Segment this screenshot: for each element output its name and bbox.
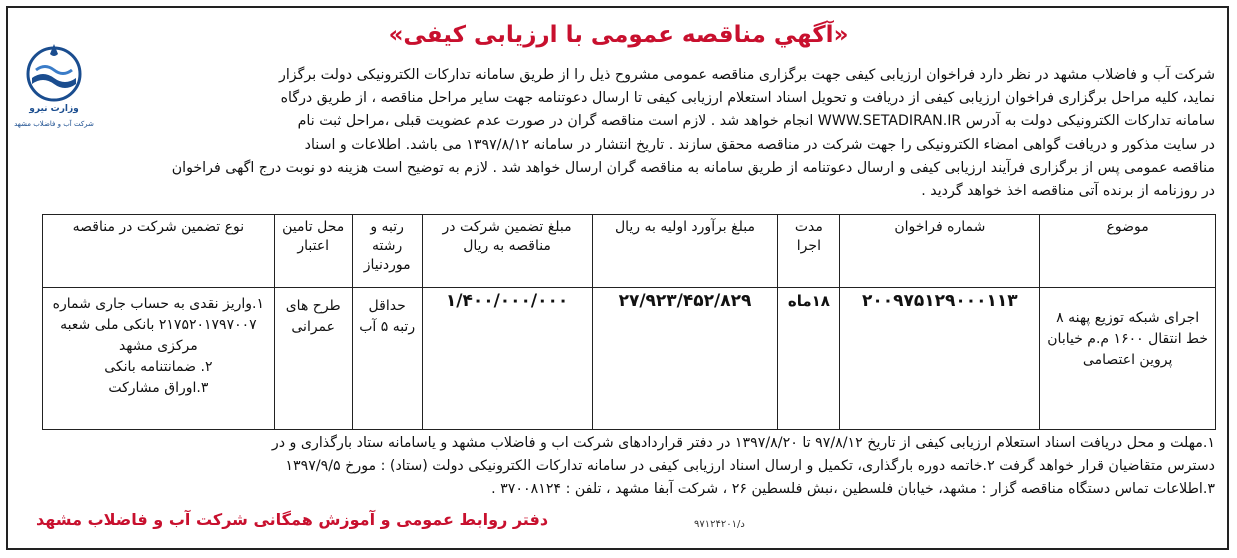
header-grade: رتبه و رشته موردنیاز: [352, 215, 422, 288]
header-guarantee-amount: مبلغ تضمین شرکت در مناقصه به ریال: [422, 215, 592, 288]
cell-guarantee-amount: ۱/۴۰۰/۰۰۰/۰۰۰: [422, 288, 592, 430]
company-logo: [14, 36, 118, 144]
table-row: [43, 288, 1216, 430]
note-line: ۳.اطلاعات تماس دستگاه مناقصه گزار : مشهد، خیابان فلسطین ،نبش فلسطین ۲۶ ، شرکت آبفا مشهد ، تلفن : ۳۷۰۰۸۱۲۴ .: [491, 481, 1215, 497]
cell-estimate: ۲۷/۹۲۳/۴۵۲/۸۲۹: [592, 288, 778, 430]
table-header-row: [43, 215, 1216, 288]
logo-company-text: شرکت آب و فاضلاب مشهد: [14, 120, 94, 128]
intro-line: در روزنامه از برنده آتی مناقصه اخذ خواهد گردید .: [921, 183, 1215, 200]
intro-line: در سایت مذکور و دریافت گواهی امضاء الکترونیکی را جهت شرکت در مناقصه محقق سازند . تاریخ انتشار در سامانه ۱۳۹۷/۸/۱۲ می باشد. اطلاعات و اسناد: [304, 136, 1215, 153]
guarantee-type-item: ۳.اوراق مشارکت: [108, 380, 209, 396]
cell-duration: ۱۸ماه: [778, 288, 840, 430]
guarantee-type-item: ۱.واریز نقدی به حساب جاری شماره ۲۱۷۵۲۰۱۷۹۷۰۰۷ بانکی ملی شعبه مرکزی مشهد: [52, 296, 265, 354]
header-subject: موضوع: [1040, 215, 1216, 288]
water-drop-logo-icon: [14, 36, 94, 106]
logo-ministry-text: وزارت نیرو: [29, 104, 79, 114]
intro-line: سامانه تدارکات الکترونیکی دولت به آدرس WWW.SETADIRAN.IR انجام خواهد شد . لازم است مناقصه گران در صورت عدم عضویت قبلی ،مراحل ثبت نام: [297, 113, 1215, 130]
intro-line: نماید، کلیه مراحل برگزاری فراخوان ارزیابی کیفی از دریافت و تحویل اسناد استعلام ارزیابی کیفی تا ارسال دعوتنامه جهت سایر مراحل مناقصه ، از طریق درگاه: [280, 90, 1215, 107]
intro-line: شرکت آب و فاضلاب مشهد در نظر دارد فراخوان ارزیابی کیفی جهت برگزاری مناقصه عمومی مشروح ذیل را از طریق سامانه تدارکات الکترونیکی دولت برگزار: [279, 67, 1215, 83]
guarantee-type-item: ۲. ضمانتنامه بانکی: [104, 359, 213, 375]
intro-line: مناقصه عمومی پس از برگزاری فرآیند ارزیابی کیفی و ارسال دعوتنامه از طریق سامانه به مناقصه گران ارسال خواهد شد . لازم به توضیح است هزینه دو نوبت درج اگهی فراخوان: [171, 159, 1215, 176]
cell-funding: طرح های عمرانی: [274, 288, 352, 430]
header-guarantee-type: نوع تضمین شرکت در مناقصه: [43, 215, 275, 288]
public-relations-footer: دفتر روابط عمومی و آموزش همگانی شرکت آب و فاضلاب مشهد: [36, 510, 549, 529]
cell-subject: اجرای شبکه توزیع پهنه ۸ خط انتقال ۱۶۰۰ م.م خیابان پروین اعتصامی: [1040, 288, 1216, 430]
header-funding: محل تامین اعتبار: [274, 215, 352, 288]
notice-code: د/۹۷۱۲۴۲۰۱: [694, 519, 745, 530]
notes-section: [25, 432, 1215, 501]
header-call-number: شماره فراخوان: [840, 215, 1040, 288]
cell-guarantee-types: [43, 288, 275, 430]
intro-paragraph: [135, 64, 1215, 203]
header-estimate: مبلغ برآورد اولیه به ریال: [592, 215, 778, 288]
note-line: ۱.مهلت و محل دریافت اسناد استعلام ارزیابی کیفی از تاریخ ۹۷/۸/۱۲ تا ۱۳۹۷/۸/۲۰ در دفتر قراردادهای شرکت اب و فاضلاب مشهد و یاسامانه ستاد بارگذاری و در: [271, 435, 1215, 451]
tender-table: [42, 214, 1216, 430]
header-duration: مدت اجرا: [778, 215, 840, 288]
cell-call-number: ۲۰۰۹۷۵۱۲۹۰۰۰۱۱۳: [840, 288, 1040, 430]
cell-grade: حداقل رتبه ۵ آب: [352, 288, 422, 430]
notice-title: «آگهي مناقصه عمومی با ارزیابی کیفی»: [388, 22, 849, 48]
note-line: دسترس متقاضیان قرار خواهد گرفت ۲.خاتمه دوره بارگذاری، تکمیل و ارسال اسناد ارزیابی کیفی در سامانه تدارکات الکترونیکی دولت (ستاد) : مورخ ۱۳۹۷/۹/۵: [285, 458, 1215, 474]
